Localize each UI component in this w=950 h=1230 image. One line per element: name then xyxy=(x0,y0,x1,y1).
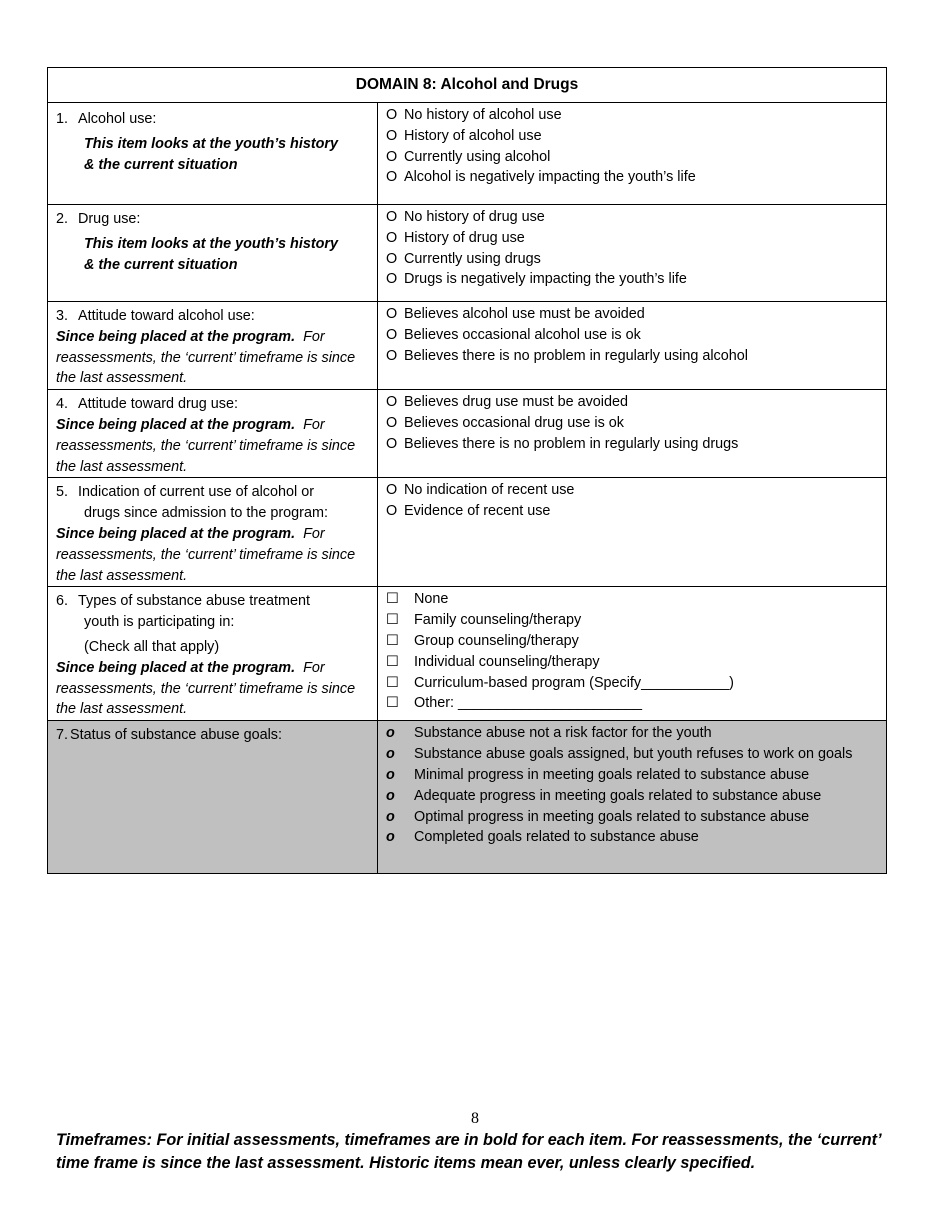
checkbox-icon: ☐ xyxy=(386,674,399,691)
option-label: Believes drug use must be avoided xyxy=(404,394,628,411)
radio-option[interactable] xyxy=(386,413,878,434)
option-label: Group counseling/therapy xyxy=(414,632,579,649)
item-number: 6. xyxy=(56,593,69,610)
item-row-4 xyxy=(48,390,887,478)
item-question-4 xyxy=(48,390,378,478)
radio-icon: O xyxy=(386,503,398,520)
item-question-5 xyxy=(48,478,378,587)
checkbox-option[interactable] xyxy=(386,652,878,673)
item-label-continued: drugs since admission to the program: xyxy=(84,505,328,522)
radio-option[interactable] xyxy=(386,269,878,290)
radio-option[interactable] xyxy=(386,346,878,367)
item-options-3 xyxy=(378,302,887,390)
option-label: History of alcohol use xyxy=(404,127,542,144)
option-label: Alcohol is negatively impacting the youth’s life xyxy=(404,169,696,186)
domain-title: DOMAIN 8: Alcohol and Drugs xyxy=(48,68,887,103)
radio-icon: o xyxy=(386,808,395,825)
radio-option[interactable] xyxy=(386,126,878,147)
item-row-3 xyxy=(48,302,887,390)
item-note-line: & the current situation xyxy=(84,156,238,173)
timeframe-bold-note: Since being placed at the program. xyxy=(56,416,296,433)
item-options-2 xyxy=(378,205,887,302)
option-label: Believes occasional alcohol use is ok xyxy=(404,326,641,343)
radio-option[interactable] xyxy=(386,723,878,744)
radio-icon: O xyxy=(386,326,398,343)
radio-option[interactable] xyxy=(386,304,878,325)
timeframe-italic-note: For reassessments, the ‘current’ timeframe is since the last assessment. xyxy=(56,416,356,475)
radio-option[interactable] xyxy=(386,807,878,828)
radio-icon: o xyxy=(386,725,395,742)
checkbox-icon: ☐ xyxy=(386,695,399,712)
timeframe-italic-note: For reassessments, the ‘current’ timeframe is since the last assessment. xyxy=(56,328,356,387)
radio-option[interactable] xyxy=(386,765,878,786)
option-label: History of drug use xyxy=(404,229,525,246)
checkbox-option[interactable] xyxy=(386,693,878,714)
item-row-1 xyxy=(48,103,887,205)
item-label: Indication of current use of alcohol or xyxy=(78,484,314,501)
item-label: Status of substance abuse goals: xyxy=(70,727,283,744)
radio-icon: O xyxy=(386,127,398,144)
checkbox-icon: ☐ xyxy=(386,632,399,649)
checkbox-option[interactable] xyxy=(386,631,878,652)
option-label: Believes occasional drug use is ok xyxy=(404,414,624,431)
radio-icon: O xyxy=(386,107,398,123)
radio-icon: O xyxy=(386,306,398,322)
radio-icon: O xyxy=(386,482,398,499)
radio-option[interactable] xyxy=(386,501,878,522)
radio-icon: O xyxy=(386,229,398,246)
checkbox-option[interactable] xyxy=(386,673,878,694)
option-label: Minimal progress in meeting goals related to substance abuse xyxy=(414,766,810,783)
radio-option[interactable] xyxy=(386,480,878,501)
radio-icon: O xyxy=(386,209,398,225)
option-label: Other: _______________________ xyxy=(414,695,643,712)
checkbox-option[interactable] xyxy=(386,589,878,610)
radio-option[interactable] xyxy=(386,827,878,848)
radio-option[interactable] xyxy=(386,249,878,270)
item-options-5 xyxy=(378,478,887,587)
radio-option[interactable] xyxy=(386,207,878,228)
option-label: No history of alcohol use xyxy=(404,107,562,123)
radio-icon: O xyxy=(386,148,398,165)
item-label: Drug use: xyxy=(78,211,141,227)
option-label: Curriculum-based program (Specify___________) xyxy=(414,674,734,691)
item-note-line: This item looks at the youth’s history xyxy=(84,235,339,252)
radio-icon: O xyxy=(386,169,398,186)
option-label: Believes there is no problem in regularly using alcohol xyxy=(404,347,748,364)
option-label: Substance abuse not a risk factor for the youth xyxy=(414,725,712,742)
radio-option[interactable] xyxy=(386,744,878,765)
item-number: 5. xyxy=(56,484,69,501)
option-label: Optimal progress in meeting goals related to substance abuse xyxy=(414,808,810,825)
timeframes-footer-note: Timeframes: For initial assessments, timeframes are in bold for each item. For reassessments, the ‘current’ time frame is since the last assessment. Historic items mean ever, unless clearly specified. xyxy=(56,1131,881,1172)
item-options-1 xyxy=(378,103,887,205)
radio-icon: o xyxy=(386,787,395,804)
radio-option[interactable] xyxy=(386,392,878,413)
item-number: 2. xyxy=(56,211,69,227)
radio-icon: o xyxy=(386,766,395,783)
option-label: No history of drug use xyxy=(404,209,545,225)
option-label: Completed goals related to substance abuse xyxy=(414,829,699,846)
item-label-continued: youth is participating in: xyxy=(84,614,235,631)
item-options-7 xyxy=(378,721,887,874)
item-question-7 xyxy=(48,721,378,874)
item-question-6 xyxy=(48,587,378,721)
radio-option[interactable] xyxy=(386,105,878,126)
radio-option[interactable] xyxy=(386,147,878,168)
radio-option[interactable] xyxy=(386,434,878,455)
radio-icon: o xyxy=(386,746,395,763)
item-row-6 xyxy=(48,587,887,721)
item-number: 4. xyxy=(56,396,69,413)
item-number: 7. xyxy=(56,727,69,744)
radio-icon: O xyxy=(386,394,398,411)
check-all-note: (Check all that apply) xyxy=(84,638,220,655)
timeframe-italic-note: For reassessments, the ‘current’ timeframe is since the last assessment. xyxy=(56,525,356,584)
option-label: No indication of recent use xyxy=(404,482,575,499)
item-label: Types of substance abuse treatment xyxy=(78,593,310,610)
item-question-2 xyxy=(48,205,378,302)
option-label: Currently using alcohol xyxy=(404,148,551,165)
radio-option[interactable] xyxy=(386,786,878,807)
timeframe-bold-note: Since being placed at the program. xyxy=(56,659,296,676)
checkbox-icon: ☐ xyxy=(386,591,399,608)
radio-option[interactable] xyxy=(386,325,878,346)
item-options-6 xyxy=(378,587,887,721)
item-label: Alcohol use: xyxy=(78,111,157,127)
radio-icon: O xyxy=(386,347,398,364)
radio-icon: O xyxy=(386,271,398,288)
radio-icon: O xyxy=(386,435,398,452)
option-label: Believes alcohol use must be avoided xyxy=(404,306,645,322)
item-row-5 xyxy=(48,478,887,587)
domain-8-table xyxy=(47,67,887,874)
item-row-2 xyxy=(48,205,887,302)
radio-option[interactable] xyxy=(386,228,878,249)
item-label: Attitude toward drug use: xyxy=(78,396,238,413)
item-number: 3. xyxy=(56,308,69,324)
checkbox-option[interactable] xyxy=(386,610,878,631)
item-options-4 xyxy=(378,390,887,478)
option-label: Believes there is no problem in regularly using drugs xyxy=(404,435,739,452)
timeframe-bold-note: Since being placed at the program. xyxy=(56,328,296,345)
item-number: 1. xyxy=(56,111,69,127)
item-question-3 xyxy=(48,302,378,390)
option-label: Individual counseling/therapy xyxy=(414,653,600,670)
option-label: Adequate progress in meeting goals related to substance abuse xyxy=(414,787,822,804)
item-note-line: This item looks at the youth’s history xyxy=(84,135,339,152)
item-label: Attitude toward alcohol use: xyxy=(78,308,255,324)
timeframe-italic-note: For reassessments, the ‘current’ timeframe is since the last assessment. xyxy=(56,659,356,718)
radio-icon: O xyxy=(386,414,398,431)
option-label: None xyxy=(414,591,449,608)
radio-option[interactable] xyxy=(386,167,878,188)
page-number: 8 xyxy=(471,1110,479,1127)
option-label: Evidence of recent use xyxy=(404,503,551,520)
item-row-7 xyxy=(48,721,887,874)
checkbox-icon: ☐ xyxy=(386,612,399,629)
timeframe-bold-note: Since being placed at the program. xyxy=(56,525,296,542)
option-label: Family counseling/therapy xyxy=(414,612,582,629)
option-label: Currently using drugs xyxy=(404,250,541,267)
option-label: Substance abuse goals assigned, but youth refuses to work on goals xyxy=(414,746,853,763)
radio-icon: o xyxy=(386,829,395,846)
item-note-line: & the current situation xyxy=(84,256,238,273)
radio-icon: O xyxy=(386,250,398,267)
checkbox-icon: ☐ xyxy=(386,653,399,670)
item-question-1 xyxy=(48,103,378,205)
option-label: Drugs is negatively impacting the youth’s life xyxy=(404,271,687,288)
